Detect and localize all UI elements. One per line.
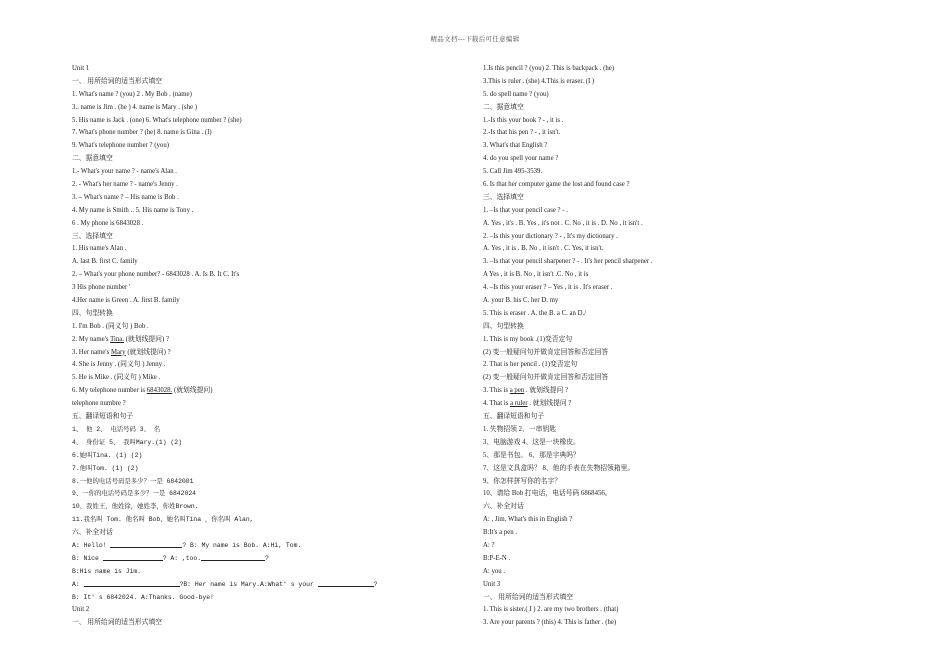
line-text: Unit 2 — [72, 606, 90, 614]
text-line — [72, 231, 402, 244]
text-line — [72, 218, 402, 231]
line-text: 9. What's telephone number ? (you) — [72, 142, 169, 150]
line-text: (2) 变一般疑问句并做肯定回答和否定回答 — [483, 348, 609, 356]
text-line — [72, 398, 402, 411]
text-line — [72, 269, 402, 282]
line-text: 3 His phone number ' — [72, 284, 131, 292]
text-line — [483, 501, 813, 514]
line-text: B: Nice — [72, 554, 103, 562]
text-line — [72, 488, 402, 501]
line-text: 5. This is eraser . A. the B. a C. an D./ — [483, 309, 587, 317]
line-text: A. Yes , it is . B. No , it isn't . C. Yes, it isn't. — [483, 245, 604, 253]
text-line — [483, 385, 813, 398]
line-text: 2.-Is that his pen ? - , it isn't. — [483, 129, 561, 137]
line-text: . 就划线提问 ? — [524, 387, 569, 395]
line-text: 5. He is Mike . (同义句 ) Mike . — [72, 374, 161, 382]
text-line — [72, 153, 402, 166]
line-text: 1.- What's your name ? - name's Alan . — [72, 168, 178, 176]
line-text: 5. Call Jim 495-3539. — [483, 168, 543, 176]
line-text: 一、 用所给词的适当形式填空 — [72, 77, 163, 85]
answer-blank — [103, 553, 163, 561]
line-text: 8.一他的电话号码是多少？一是 6842001 — [72, 477, 194, 485]
line-text: 3. This is — [483, 387, 510, 395]
text-line — [483, 282, 813, 295]
line-text: 三、选择填空 — [483, 193, 524, 201]
line-text: 4. –Is this your eraser ? – Yes , it is . It's eraser . — [483, 284, 613, 292]
text-line — [483, 192, 813, 205]
line-text: A: Hello! — [72, 541, 111, 549]
line-text: 2. My name's — [72, 335, 111, 343]
line-text: ? B: My name is Bob. A:Hi, Tom. — [182, 541, 302, 549]
text-line — [483, 398, 813, 411]
answer-blank — [201, 553, 265, 561]
underlined-text: 6843028. — [146, 387, 173, 395]
text-line — [72, 89, 402, 102]
line-text: 3. What's that English ? — [483, 142, 548, 150]
line-text: (就划线提问) ? — [125, 348, 171, 356]
line-text: 一、 用所给词的适当形式填空 — [72, 619, 163, 627]
line-text: 7. What's phone number ? (he) 8. name is Gina . (I) — [72, 129, 212, 137]
line-text: 5. do spell name ? (you) — [483, 90, 549, 98]
text-line — [72, 566, 402, 579]
line-text: 1. I'm Bob . (同义句 ) Bob . — [72, 322, 149, 330]
text-line — [72, 359, 402, 372]
line-text: ? — [373, 580, 378, 588]
text-line — [72, 63, 402, 76]
text-line — [72, 192, 402, 205]
line-text: 1. This is sister.( I ) 2. are my two brothers . (that) — [483, 606, 619, 614]
text-line — [72, 115, 402, 128]
text-line — [72, 463, 402, 476]
line-text: 4.Her name is Green . A. first B. family — [72, 297, 180, 305]
line-text: 2. –Is this your dictionary ? - , It's my dictionary . — [483, 232, 618, 240]
line-text: 四、句型转换 — [72, 309, 113, 317]
line-text: A Yes , it is B. No , it isn't .C. No , it is — [483, 271, 589, 279]
text-line — [483, 102, 813, 115]
text-line — [483, 140, 813, 153]
line-text: 二、据意填空 — [483, 103, 524, 111]
text-line — [483, 579, 813, 592]
line-text: A: , Jim. What's this in English ? — [483, 516, 573, 524]
text-line — [483, 359, 813, 372]
text-line — [483, 321, 813, 334]
text-line — [483, 617, 813, 630]
line-text: . 就划线提问 ? — [527, 400, 572, 408]
text-line — [483, 76, 813, 89]
line-text: 五、翻译短语和句子 — [483, 413, 545, 421]
text-line — [483, 604, 813, 617]
text-line — [483, 205, 813, 218]
text-line — [72, 527, 402, 540]
line-text: 4. That is — [483, 400, 511, 408]
line-text: A. your B. his C. her D. my — [483, 297, 559, 305]
line-text: 6. Is that her computer game the lost and found case ? — [483, 181, 630, 189]
line-text: 3.This is ruler . (she) 4.This is eraser. (I ) — [483, 77, 595, 85]
line-text: 11.我名叫 Tom. 他名叫 Bob、她名叫Tina ，你名叫 Alan, — [72, 516, 254, 524]
text-line — [483, 269, 813, 282]
line-text: 10、请给 Bob 打电话，电话号码 6868456。 — [483, 490, 612, 498]
text-line — [483, 308, 813, 321]
line-text: B:P-E-N . — [483, 554, 511, 562]
text-line — [483, 295, 813, 308]
answer-blank — [110, 540, 182, 548]
line-text: A: you . — [483, 567, 506, 575]
text-line — [72, 166, 402, 179]
underlined-text: Tina. — [110, 335, 125, 343]
line-text: 3.. name is Jim . (he ) 4. name is Mary . (she ) — [72, 103, 197, 111]
line-text: 1、 他 2、 电话号码 3、 名 — [72, 425, 161, 433]
text-line — [483, 89, 813, 102]
line-text: 1. His name's Alan . — [72, 245, 127, 253]
line-text: 三、选择填空 — [72, 232, 113, 240]
text-line — [483, 527, 813, 540]
text-line — [72, 140, 402, 153]
line-text: telephone numbre ? — [72, 400, 126, 408]
text-line — [483, 514, 813, 527]
line-text: 2. – What's your phone number? - 6843028 . A. Is B. It C. It's — [72, 271, 240, 279]
text-line — [72, 617, 402, 630]
line-text: 9、你怎样拼写你的名字？ — [483, 477, 562, 485]
answer-blank — [84, 579, 180, 587]
line-text: 4. She is Jenny . (同义句 ) Jenny . — [72, 361, 166, 369]
line-text: 6.她叫Tina. (1) (2) — [72, 451, 143, 459]
line-text: 6 . My phone is 6843028 . — [72, 219, 144, 227]
line-text: 5、那是书包。 6、那是字典吗？ — [483, 451, 580, 459]
text-line — [483, 347, 813, 360]
line-text: 1. What's name ? (you) 2 . My Bob . (name) — [72, 90, 192, 98]
page-header: 精品文档---下载后可任意编辑 — [430, 36, 520, 43]
text-line — [72, 179, 402, 192]
text-line — [483, 218, 813, 231]
text-line — [483, 243, 813, 256]
text-line — [483, 372, 813, 385]
text-line — [483, 476, 813, 489]
line-text: A. Yes , it's . B. Yes , it's not . C. No , it is . D. No , it isn't . — [483, 219, 643, 227]
text-line — [72, 308, 402, 321]
text-line — [72, 540, 402, 553]
line-text: 2. - What's her name ? - name's Jenny . — [72, 181, 178, 189]
answer-blank — [318, 579, 374, 587]
line-text: 3. – What's name ? – His name is Bob . — [72, 193, 179, 201]
text-line — [483, 424, 813, 437]
line-text: 9、一你的电话号码是多少？一是 6842024 — [72, 490, 196, 498]
text-line — [483, 334, 813, 347]
line-text: 六、补全对话 — [483, 503, 524, 511]
line-text: B: It' s 6842024. A:Thanks. Good-bye! — [72, 593, 214, 601]
text-line — [72, 437, 402, 450]
line-text: 二、据意填空 — [72, 155, 113, 163]
text-line — [483, 153, 813, 166]
text-line — [483, 553, 813, 566]
line-text: (就划线提问) ? — [124, 335, 169, 343]
text-line — [483, 166, 813, 179]
line-text: 4. My name is Smith .. 5. His name is Tony . — [72, 206, 194, 214]
text-line — [483, 450, 813, 463]
left-column — [72, 63, 402, 630]
line-text: A: ? — [483, 541, 495, 549]
line-text: ?B: Her name is Mary.A:What' s your — [179, 580, 318, 588]
line-text: 3. –Is that your pencil sharpener ? - . It's her pencil sharpener . — [483, 258, 653, 266]
text-line — [72, 592, 402, 605]
line-text: 1. This is my book .(1)变否定句 — [483, 335, 573, 343]
text-line — [72, 347, 402, 360]
line-text: ? — [265, 554, 269, 562]
text-line — [483, 437, 813, 450]
text-line — [483, 463, 813, 476]
line-text: 六、补全对话 — [72, 529, 113, 537]
text-line — [483, 127, 813, 140]
text-line — [72, 579, 402, 592]
underlined-text: a ruler — [510, 400, 528, 408]
line-text: 6. My telephone number is — [72, 387, 147, 395]
text-line — [72, 411, 402, 424]
line-text: 2. That is her pencil . (1)变否定句 — [483, 361, 578, 369]
line-text: 7、这是文具盒吗？ 8、他的手表在失物招领箱里。 — [483, 464, 635, 472]
text-line — [72, 102, 402, 115]
text-line — [72, 501, 402, 514]
text-line — [72, 295, 402, 308]
text-line — [72, 424, 402, 437]
line-text: Unit 1 — [72, 65, 90, 72]
line-text: 1. 失物招领 2、一串钥匙 — [483, 425, 557, 433]
line-text: (就划线提问) — [172, 387, 213, 395]
text-line — [72, 476, 402, 489]
text-line — [72, 76, 402, 89]
text-line — [483, 540, 813, 553]
text-line — [72, 553, 402, 566]
text-line — [72, 205, 402, 218]
line-text: 1.Is this pencil ? (you) 2. This is backpack . (he) — [483, 65, 615, 72]
text-line — [483, 179, 813, 192]
line-text: 3、电脑游戏 4、这是一块橡皮。 — [483, 438, 580, 446]
underlined-text: a pen — [509, 387, 525, 395]
text-line — [483, 231, 813, 244]
line-text: A. last B. first C. family — [72, 258, 138, 266]
text-line — [483, 63, 813, 76]
text-line — [72, 127, 402, 140]
line-text: B:His name is Jim. — [72, 567, 142, 575]
line-text: 五、翻译短语和句子 — [72, 413, 134, 421]
text-line — [72, 321, 402, 334]
text-line — [483, 566, 813, 579]
text-line — [72, 385, 402, 398]
text-line — [72, 372, 402, 385]
line-text: 一、 用所给词的适当形式填空 — [483, 593, 574, 601]
right-column — [483, 63, 813, 630]
text-line — [72, 243, 402, 256]
line-text: 1.-Is this your book ? - , it is . — [483, 116, 564, 124]
line-text: 四、句型转换 — [483, 322, 524, 330]
line-text: 1. –Is that your pencil case ? - . — [483, 206, 568, 214]
text-line — [483, 411, 813, 424]
line-text: 3. Her name's — [72, 348, 111, 356]
text-line — [72, 256, 402, 269]
underlined-text: Mary — [110, 348, 126, 356]
text-line — [72, 604, 402, 617]
line-text: 10、我姓王，他姓徐，她姓李，你姓Brown. — [72, 503, 199, 511]
line-text: 7.他叫Tom. (1) (2) — [72, 464, 139, 472]
text-line — [483, 115, 813, 128]
line-text: Unit 3 — [483, 580, 501, 588]
line-text: ? A: ,too. — [162, 554, 202, 562]
line-text: 5. His name is Jack . (one) 6. What's telephone number ? (she) — [72, 116, 242, 124]
line-text: 4. do you spell your name ? — [483, 155, 559, 163]
text-line — [483, 488, 813, 501]
text-line — [72, 450, 402, 463]
text-line — [72, 514, 402, 527]
text-line — [72, 334, 402, 347]
line-text: 4、 身份证 5、 我叫Mary.(1) (2) — [72, 438, 182, 446]
line-text: A: — [72, 580, 84, 588]
line-text: B:It's a pen . — [483, 529, 518, 537]
text-line — [483, 256, 813, 269]
line-text: 3. Are your parents ? (this) 4. This is father . (he) — [483, 619, 617, 627]
text-line — [483, 592, 813, 605]
line-text: (2) 变一般疑问句并做肯定回答和否定回答 — [483, 374, 609, 382]
text-line — [72, 282, 402, 295]
